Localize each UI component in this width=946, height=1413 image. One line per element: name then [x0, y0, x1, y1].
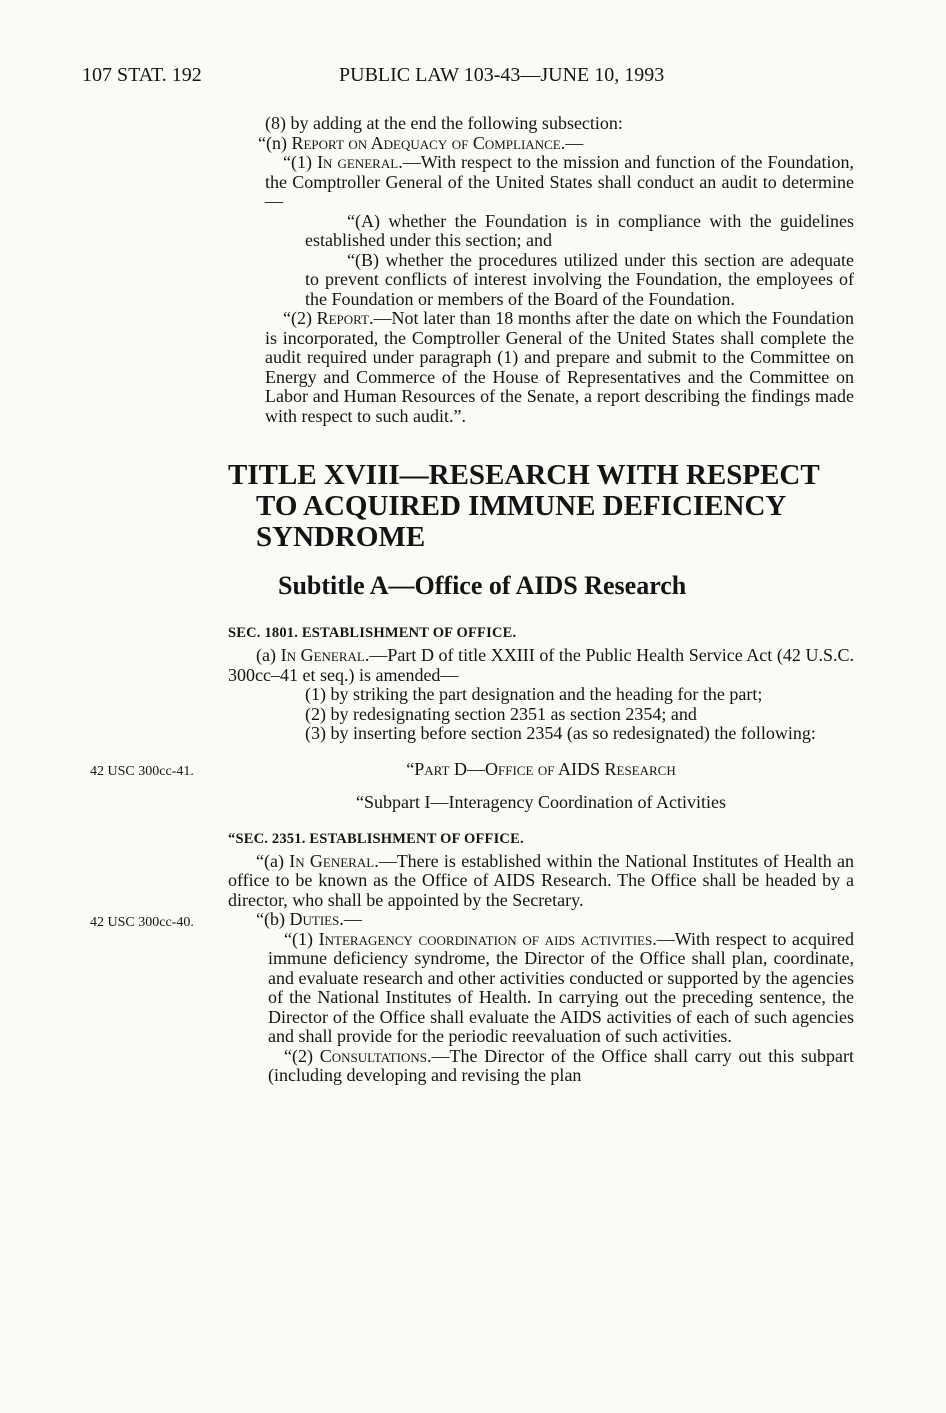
- page-number: 107 STAT. 192: [82, 64, 202, 86]
- subpart-i-heading: “Subpart I—Interagency Coordination of Activities: [356, 792, 726, 812]
- paragraph-2-report: “(2) Report.—Not later than 18 months after the date on which the Foundation is incorporated, the Comptroller General of the United States shall complete the audit required under paragraph (1) and prepare and submit to the Committee on Energy and Commerce of the House of Representatives and the Committee on Labor and Human Resources of the Senate, a report describing the findings made with respect to such audit.”.: [265, 308, 855, 426]
- running-head: PUBLIC LAW 103-43—JUNE 10, 1993: [339, 64, 665, 86]
- subtitle-a-heading: Subtitle A—Office of AIDS Research: [278, 571, 687, 600]
- section-2351-a: “(a) In General.—There is established within the National Institutes of Health an office to be known as the Office of AIDS Research. The Office shall be headed by a director, who shall be appointed by the Secretary.: [228, 850, 855, 910]
- paragraph-1-in-general: “(1) In general.—With respect to the mission and function of the Foundation, the Comptroller General of the United States shall conduct an audit to determine—: [265, 152, 855, 211]
- duties-paragraph-1: “(1) Interagency coordination of aids activities.—With respect to acquired immune deficiency syndrome, the Director of the Office shall plan, coordinate, and evaluate research and other activities conducted or supported by the agencies of the National Institutes of Health. In carrying out the preceding sentence, the Director of the Office shall evaluate the AIDS activities of each of such agencies and shall provide for the periodic reevaluation of such activities.: [268, 928, 854, 1046]
- title-xviii-heading: TITLE XVIII—RESEARCH WITH RESPECT TO ACQUIRED IMMUNE DEFICIENCY SYNDROME: [228, 459, 820, 553]
- subsection-n-heading: “(n) Report on Adequacy of Compliance.—: [258, 132, 584, 153]
- section-1801-a: (a) In General.—Part D of title XXIII of the Public Health Service Act (42 U.S.C. 300cc–41 et seq.) is amended—: [228, 645, 854, 685]
- page-header: [82, 64, 862, 94]
- duties-paragraph-2: “(2) Consultations.—The Director of the Office shall carry out this subpart (including developing and revising the plan: [268, 1045, 854, 1085]
- margin-note-300cc-40: 42 USC 300cc-40.: [90, 915, 194, 930]
- part-d-heading: “Part D—Office of AIDS Research: [406, 758, 676, 779]
- section-1801-item-1: (1) by striking the part designation and the heading for the part;: [305, 684, 763, 704]
- subparagraph-b: “(B) whether the procedures utilized under this section are adequate to prevent conflicts of interest involving the Foundation, the employees of the Foundation or members of the Board of the Foundation.: [305, 249, 854, 309]
- section-1801-heading: SEC. 1801. ESTABLISHMENT OF OFFICE.: [228, 625, 517, 641]
- section-1801-item-3: (3) by inserting before section 2354 (as so redesignated) the following:: [305, 723, 816, 743]
- section-2351-heading: “SEC. 2351. ESTABLISHMENT OF OFFICE.: [228, 830, 524, 847]
- section-2351-b-duties: “(b) Duties.—: [256, 909, 362, 929]
- section-1801-item-2: (2) by redesignating section 2351 as section 2354; and: [305, 703, 697, 724]
- amendment-item-8: (8) by adding at the end the following subsection:: [265, 113, 623, 133]
- margin-note-300cc-41: 42 USC 300cc-41.: [90, 764, 194, 779]
- page-body: [228, 114, 854, 1086]
- subparagraph-a: “(A) whether the Foundation is in compliance with the guidelines established under this section; and: [305, 210, 854, 250]
